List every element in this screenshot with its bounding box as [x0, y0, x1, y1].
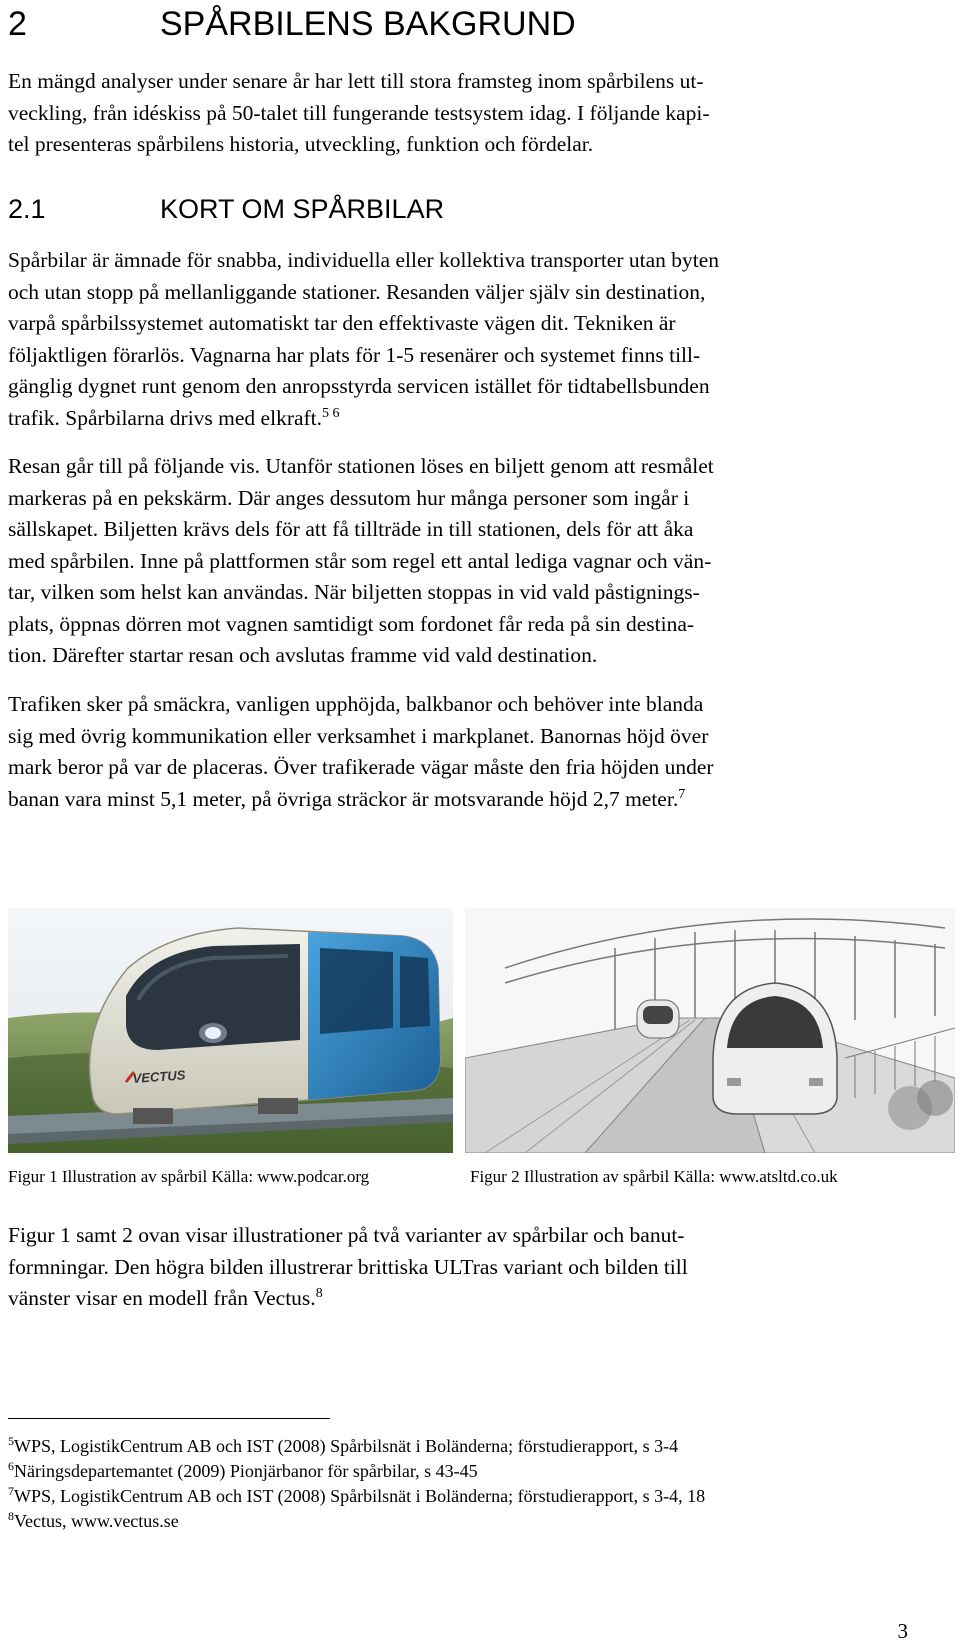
footnote-number: 7 [8, 1484, 14, 1498]
footnote [8, 1459, 478, 1483]
footnote-number: 6 [8, 1459, 14, 1473]
paragraph-line: Resan går till på följande vis. Utanför stationen löses en biljett genom att resmålet [8, 454, 714, 478]
figure-2-image [465, 908, 955, 1153]
paragraph-1 [8, 245, 938, 434]
vectus-logo: VECTUS [132, 1067, 186, 1086]
footnote-ref-7: 7 [678, 786, 686, 802]
footnote [8, 1484, 705, 1508]
footnote-number: 8 [8, 1509, 14, 1523]
paragraph-line: mark beror på var de placeras. Över trafikerade vägar måste den fria höjden under [8, 755, 714, 779]
footnote-ref-8: 8 [315, 1285, 323, 1301]
paragraph-line [8, 1283, 938, 1315]
footnote-text: Vectus, www.vectus.se [14, 1511, 179, 1531]
paragraph-line: sällskapet. Biljetten krävs dels för att få tillträde in till stationen, dels för att åka [8, 517, 694, 541]
paragraph-line: Trafiken sker på smäckra, vanligen upphöjda, balkbanor och behöver inte blanda [8, 692, 704, 716]
chapter-heading [8, 2, 576, 46]
paragraph-4 [8, 1220, 938, 1315]
paragraph-line: markeras på en pekskärm. Där anges dessutom hur många personer som ingår i [8, 485, 690, 510]
paragraph-line-text: vänster visar en modell från Vectus. [8, 1286, 316, 1310]
paragraph-line: tion. Därefter startar resan och avslutas framme vid vald destination. [8, 643, 598, 667]
footnote-number: 5 [8, 1434, 14, 1448]
chapter-number: 2 [8, 5, 27, 43]
paragraph-line: följaktligen förarlös. Vagnarna har plats för 1-5 resenärer och systemet finns till- [8, 342, 701, 367]
footnote-text: WPS, LogistikCentrum AB och IST (2008) Spårbilsnät i Boländerna; förstudierapport, s 3-4, 18 [14, 1486, 706, 1506]
paragraph-line: Spårbilar är ämnade för snabba, individuella eller kollektiva transporter utan byten [8, 248, 720, 272]
page-number: 3 [897, 1619, 908, 1643]
footnote-text: Näringsdepartemantet (2009) Pionjärbanor för spårbilar, s 43-45 [14, 1461, 478, 1481]
paragraph-line: plats, öppnas dörren mot vagnen samtidigt som fordonet får reda på sin destina- [8, 611, 695, 636]
chapter-title: SPÅRBILENS BAKGRUND [160, 5, 576, 43]
intro-line: En mängd analyser under senare år har lett till stora framsteg inom spårbilens ut- [8, 69, 704, 93]
paragraph-line: sig med övrig kommunikation eller verksamhet i markplanet. Banornas höjd över [8, 723, 709, 748]
paragraph-2 [8, 451, 938, 672]
figure-1-caption: Figur 1 Illustration av spårbil Källa: www.podcar.org [8, 1167, 370, 1186]
footnote [8, 1434, 678, 1458]
intro-line: tel presenteras spårbilens historia, utveckling, funktion och fördelar. [8, 132, 594, 156]
section-title: KORT OM SPÅRBILAR [160, 194, 445, 224]
paragraph-line: formningar. Den högra bilden illustrerar brittiska ULTras variant och bilden till [8, 1254, 688, 1279]
figure-1-image [8, 908, 453, 1153]
paragraph-line: och utan stopp på mellanliggande stationer. Resanden väljer själv sin destination, [8, 279, 706, 304]
paragraph-line [8, 403, 938, 435]
vectus-podcar-illustration-icon [8, 908, 453, 1153]
paragraph-line: med spårbilen. Inne på plattformen står som regel ett antal lediga vagnar och vän- [8, 548, 712, 573]
footnote [8, 1509, 179, 1533]
paragraph-line-text: trafik. Spårbilarna drivs med elkraft. [8, 405, 323, 430]
footnote-ref-5-6: 5 6 [322, 405, 340, 421]
footnote-text: WPS, LogistikCentrum AB och IST (2008) Spårbilsnät i Boländerna; förstudierapport, s 3-4 [14, 1436, 679, 1456]
paragraph-line-text: banan vara minst 5,1 meter, på övriga sträckor är motsvarande höjd 2,7 meter. [8, 786, 679, 811]
paragraph-line: gänglig dygnet runt genom den anropsstyrda servicen istället för tidtabellsbunden [8, 374, 710, 398]
footnote-divider [8, 1418, 330, 1419]
paragraph-3 [8, 689, 938, 815]
section-number: 2.1 [8, 194, 46, 224]
section-heading [8, 192, 444, 226]
ultra-podcar-station-illustration-icon [465, 908, 955, 1153]
intro-line: veckling, från idéskiss på 50-talet till fungerande testsystem idag. I följande kapi- [8, 100, 710, 125]
intro-paragraph [8, 66, 938, 161]
paragraph-line: varpå spårbilssystemet automatiskt tar den effektivaste vägen dit. Tekniken är [8, 311, 676, 335]
paragraph-line [8, 784, 938, 816]
paragraph-line: Figur 1 samt 2 ovan visar illustrationer på två varianter av spårbilar och banut- [8, 1223, 685, 1247]
paragraph-line: tar, vilken som helst kan användas. När biljetten stoppas in vid vald påstignings- [8, 580, 700, 604]
figure-2-caption: Figur 2 Illustration av spårbil Källa: www.atsltd.co.uk [470, 1167, 838, 1186]
